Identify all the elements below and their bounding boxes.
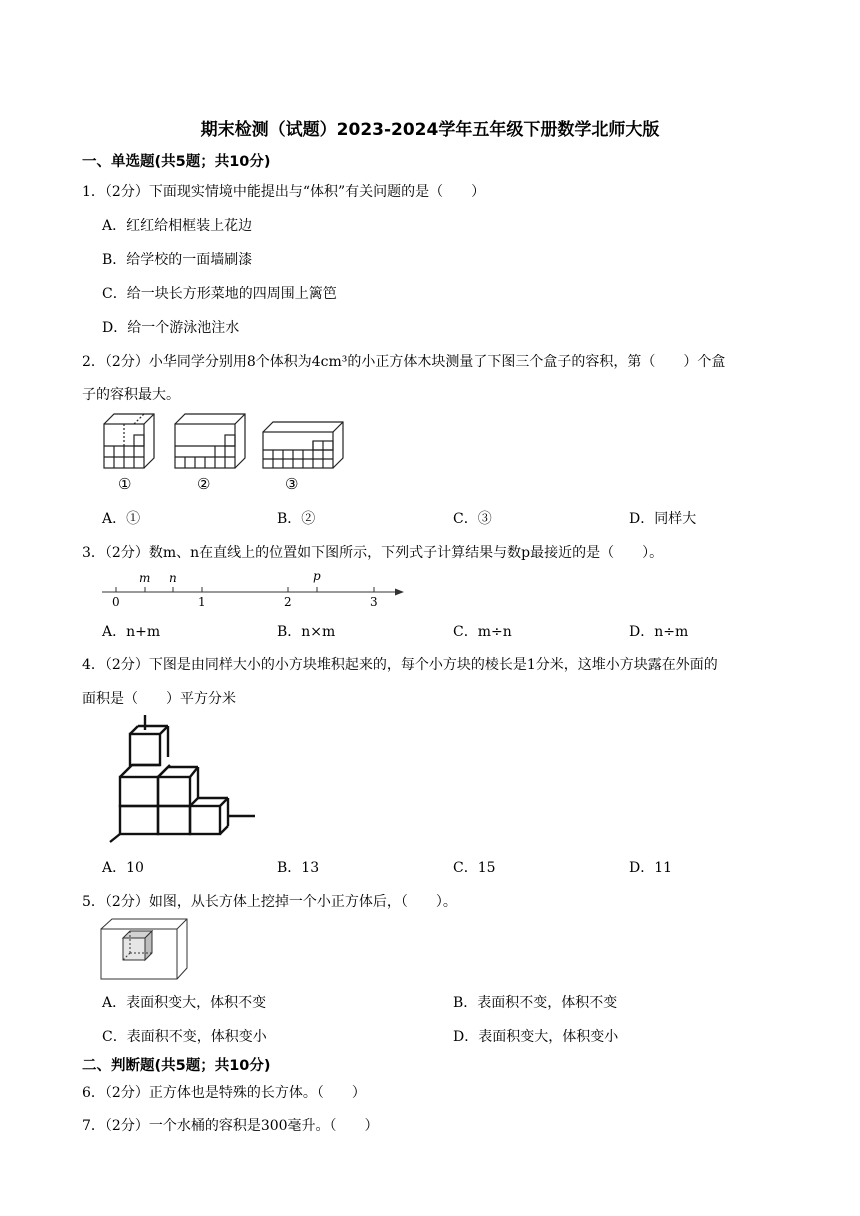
q5-option-a: A．表面积变大，体积不变 bbox=[102, 995, 267, 1011]
box-3-figure bbox=[263, 422, 343, 468]
box-label-2: ② bbox=[197, 475, 211, 493]
q4-option-a: A．10 bbox=[102, 860, 144, 876]
q1-option-a: A．红红给相框装上花边 bbox=[102, 218, 253, 234]
cuboid-with-hole-figure bbox=[98, 916, 193, 982]
q3-option-b: B．n×m bbox=[277, 624, 336, 640]
section-heading-single-choice: 一、单选题(共5题；共10分) bbox=[82, 154, 271, 170]
tick-label-0: 0 bbox=[112, 595, 120, 609]
q2-box-figures bbox=[98, 410, 358, 495]
tick-label-3: 3 bbox=[370, 595, 378, 609]
box-label-1: ① bbox=[118, 475, 132, 493]
q5-option-b: B．表面积不变，体积不变 bbox=[453, 995, 618, 1011]
q4-option-d: D．11 bbox=[629, 860, 673, 876]
number-line bbox=[98, 566, 418, 610]
q1-option-d: D．给一个游泳池注水 bbox=[102, 320, 240, 336]
question-2-stem-line1: 2．（2分）小华同学分别用8个体积为4cm³的小正方体木块测量了下图三个盒子的容积，第（ ）个盒 bbox=[82, 354, 726, 370]
q2-option-d: D．同样大 bbox=[629, 511, 697, 527]
q3-option-c: C．m÷n bbox=[453, 624, 512, 640]
q3-option-a: A．n+m bbox=[102, 624, 161, 640]
q4-option-c: C．15 bbox=[453, 860, 496, 876]
q1-option-b: B．给学校的一面墙刷漆 bbox=[102, 252, 253, 268]
page-title: 期末检测（试题）2023-2024学年五年级下册数学北师大版 bbox=[200, 120, 660, 140]
q5-option-c: C．表面积不变，体积变小 bbox=[102, 1029, 267, 1045]
q5-option-d: D．表面积变大，体积变小 bbox=[453, 1029, 619, 1045]
q1-option-c: C．给一块长方形菜地的四周围上篱笆 bbox=[102, 286, 337, 302]
cube-stack-figure bbox=[100, 712, 270, 847]
q2-option-c: C．③ bbox=[453, 511, 492, 527]
question-1-stem: 1．（2分）下面现实情境中能提出与“体积”有关问题的是（ ） bbox=[82, 184, 486, 200]
tick-label-2: 2 bbox=[284, 595, 292, 609]
point-label-n: n bbox=[169, 571, 177, 585]
point-label-m: m bbox=[139, 571, 151, 585]
q2-option-a: A．① bbox=[102, 511, 141, 527]
question-2-stem-line2: 子的容积最大。 bbox=[82, 387, 180, 403]
box-label-3: ③ bbox=[285, 475, 299, 493]
box-1-figure bbox=[104, 414, 154, 468]
question-3-stem: 3．（2分）数m、n在直线上的位置如下图所示，下列式子计算结果与数p最接近的是（ ）。 bbox=[82, 545, 664, 561]
tick-label-1: 1 bbox=[198, 595, 206, 609]
question-4-stem-line1: 4．（2分）下图是由同样大小的小方块堆积起来的，每个小方块的棱长是1分米，这堆小方块露在外面的 bbox=[82, 657, 718, 673]
q2-option-b: B．② bbox=[277, 511, 316, 527]
question-4-stem-line2: 面积是（ ）平方分米 bbox=[82, 691, 236, 707]
point-label-p: p bbox=[313, 569, 321, 583]
question-6-stem: 6．（2分）正方体也是特殊的长方体。（ ） bbox=[82, 1085, 366, 1101]
question-7-stem: 7．（2分）一个水桶的容积是300毫升。（ ） bbox=[82, 1118, 379, 1134]
question-5-stem: 5．（2分）如图，从长方体上挖掉一个小正方体后，（ ）。 bbox=[82, 894, 457, 910]
q3-option-d: D．n÷m bbox=[629, 624, 689, 640]
q4-option-b: B．13 bbox=[277, 860, 320, 876]
box-2-figure bbox=[175, 414, 245, 468]
section-heading-true-false: 二、判断题(共5题；共10分) bbox=[82, 1058, 271, 1074]
